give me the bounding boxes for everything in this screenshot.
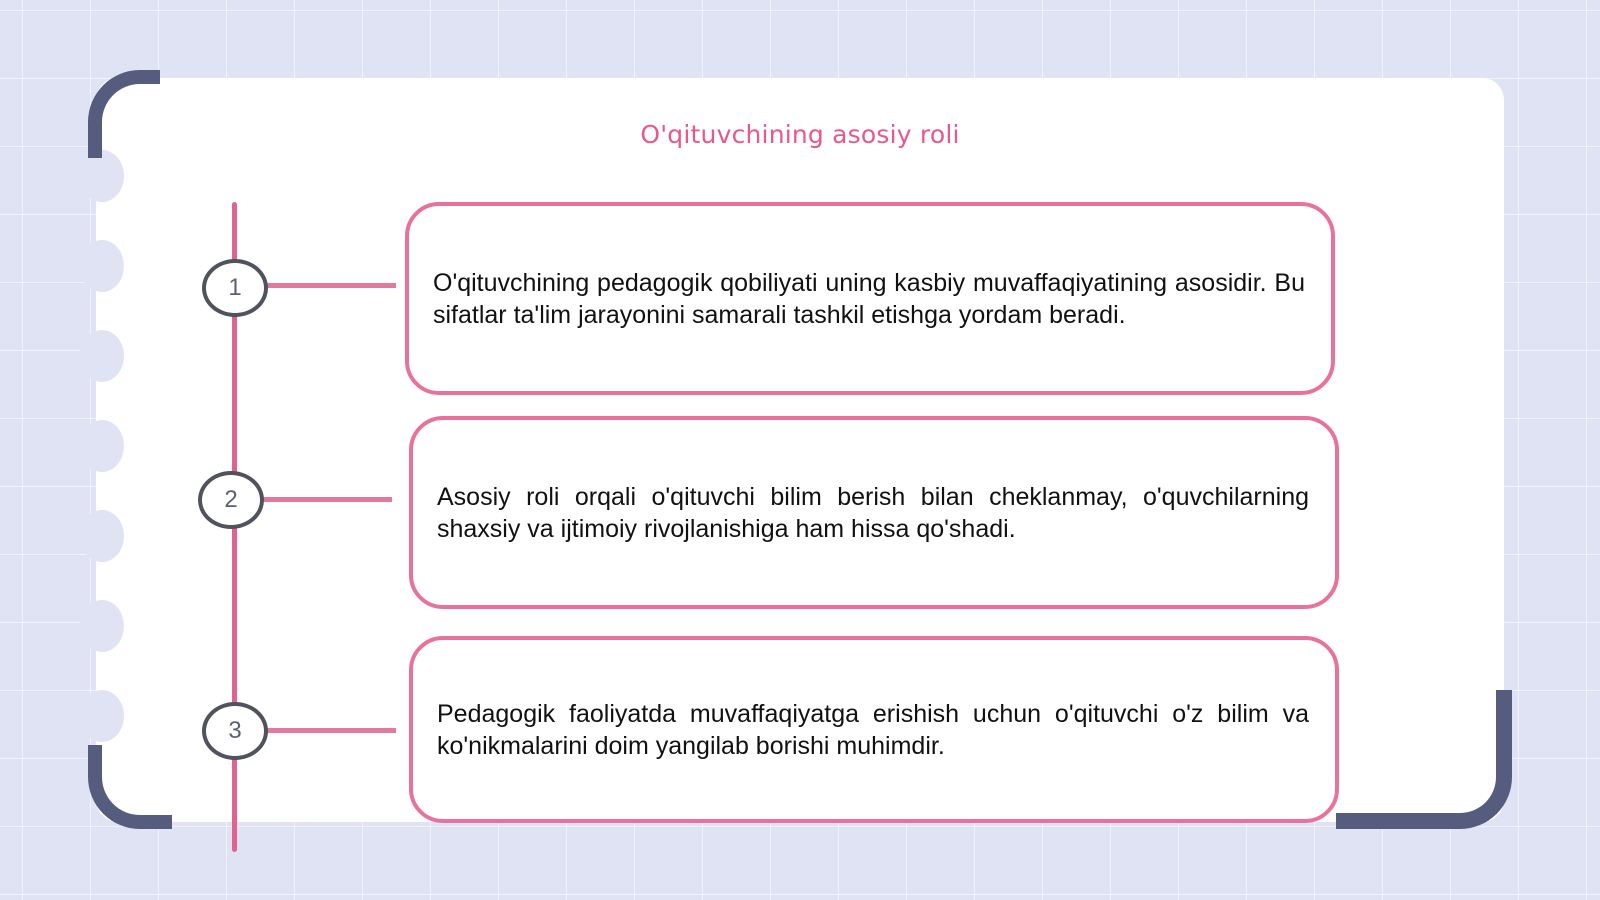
paper-scallop bbox=[80, 510, 124, 562]
step-number: 3 bbox=[228, 717, 242, 744]
content-card bbox=[405, 202, 1335, 395]
timeline-connector bbox=[262, 497, 392, 502]
paper-scallop bbox=[80, 690, 124, 742]
card-text: Pedagogik faoliyatda muvaffaqiyatga erishish uchun o'qituvchi o'z bilim va ko'nikmalarini doim yangilab borishi muhimdir. bbox=[437, 699, 1309, 760]
card-text: O'qituvchining pedagogik qobiliyati uning kasbiy muvaffaqiyatining asosidir. Bu sifatlar ta'lim jarayonini samarali tashkil etishga yordam beradi. bbox=[433, 268, 1305, 329]
paper-scallop bbox=[80, 600, 124, 652]
frame-corner-bottom-right bbox=[1336, 690, 1512, 829]
paper-scallop bbox=[80, 240, 124, 292]
paper-scallop bbox=[80, 420, 124, 472]
step-number-badge bbox=[202, 702, 268, 760]
content-card bbox=[409, 636, 1339, 823]
slide-title: O'qituvchining asosiy roli bbox=[640, 120, 960, 149]
step-number-badge bbox=[198, 471, 264, 529]
step-number: 2 bbox=[224, 486, 238, 513]
timeline-connector bbox=[266, 728, 396, 733]
card-text: Asosiy roli orqali o'qituvchi bilim berish bilan cheklanmay, o'quvchilarning shaxsiy va ijtimoiy rivojlanishiga ham hissa qo'shadi. bbox=[437, 482, 1309, 543]
step-number-badge bbox=[202, 259, 268, 317]
frame-corner-bottom-left bbox=[88, 745, 172, 829]
step-number: 1 bbox=[228, 274, 242, 301]
timeline-connector bbox=[266, 283, 396, 288]
paper-scallop bbox=[80, 330, 124, 382]
content-card bbox=[409, 416, 1339, 609]
frame-corner-top-left bbox=[88, 70, 160, 158]
